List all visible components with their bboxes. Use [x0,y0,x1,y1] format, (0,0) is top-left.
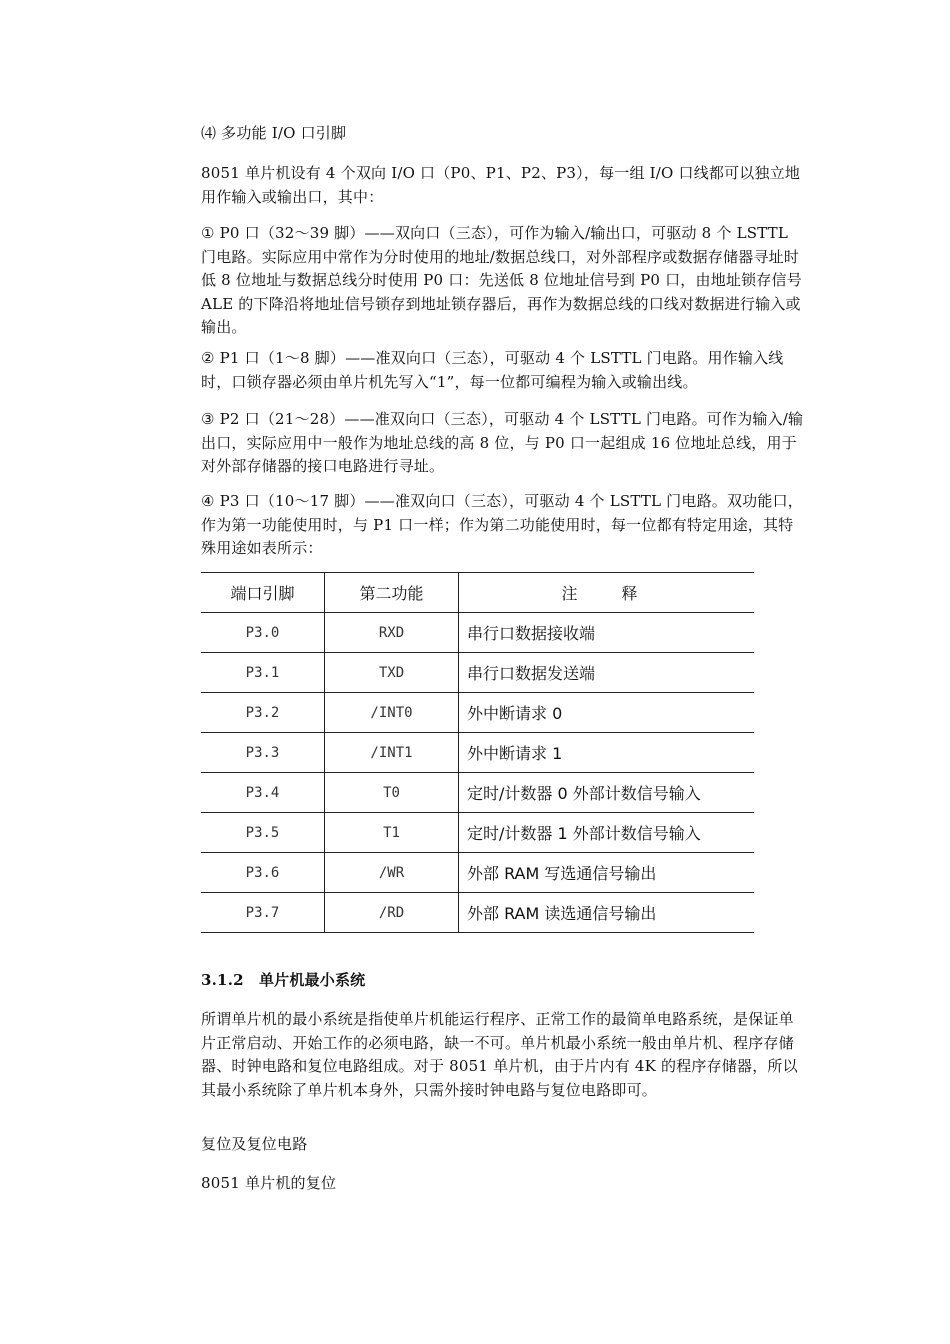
cell-function: T0 [325,773,459,813]
table-row [201,653,754,693]
cell-function: TXD [325,653,459,693]
cell-pin: P3.7 [201,893,325,933]
cell-note: 串行口数据接收端 [459,613,755,653]
cell-pin: P3.5 [201,813,325,853]
cell-note: 外部 RAM 读选通信号输出 [459,893,755,933]
p3-function-table [201,572,754,933]
paragraph-p3: ④ P3 口（10～17 脚）——准双向口（三态），可驱动 4 个 LSTTL 门电路。双功能口，作为第一功能使用时，与 P1 口一样；作为第二功能使用时，每一位都有特定用途，其特殊用途如表所示： [201,492,803,557]
cell-note: 外中断请求 1 [459,733,755,773]
paragraph-p0: ① P0 口（32～39 脚）——双向口（三态），可作为输入/输出口，可驱动 8 个 LSTTL 门电路。实际应用中常作为分时使用的地址/数据总线口，对外部程序或数据存储器寻址时低 8 位地址与数据总线分时使用 P0 口：先送低 8 位地址信号到 P0 口，由地址锁存信号 ALE 的下降沿将地址信号锁存到地址锁存器后，再作为数据总线的口线对数据进行输入或输出。 [201,224,802,336]
table-row [201,613,754,653]
table-row [201,733,754,773]
table-row [201,773,754,813]
cell-pin: P3.1 [201,653,325,693]
paragraph-p1: ② P1 口（1～8 脚）——准双向口（三态），可驱动 4 个 LSTTL 门电路。用作输入线时，口锁存器必须由单片机先写入“1”，每一位都可编程为输入或输出线。 [201,349,784,391]
cell-pin: P3.3 [201,733,325,773]
table-row [201,893,754,933]
cell-note: 外部 RAM 写选通信号输出 [459,853,755,893]
cell-function: RXD [325,613,459,653]
cell-pin: P3.6 [201,853,325,893]
cell-note: 外中断请求 0 [459,693,755,733]
table-row [201,853,754,893]
paragraph-p2: ③ P2 口（21～28）——准双向口（三态），可驱动 4 个 LSTTL 门电路。可作为输入/输出口，实际应用中一般作为地址总线的高 8 位，与 P0 口一起组成 16 位地址总线，用于对外部存储器的接口电路进行寻址。 [201,410,804,475]
paragraph-intro: 8051 单片机设有 4 个双向 I/O 口（P0、P1、P2、P3），每一组 I/O 口线都可以独立地用作输入或输出口，其中： [201,164,801,206]
heading-reset-circuit: 复位及复位电路 [201,1135,308,1153]
cell-function: /RD [325,893,459,933]
table-row [201,693,754,733]
heading-8051-reset: 8051 单片机的复位 [201,1174,337,1192]
table-header-note: 注 释 [459,573,755,613]
cell-pin: P3.2 [201,693,325,733]
cell-note: 定时/计数器 1 外部计数信号输入 [459,813,755,853]
section-heading-min-system: 3.1.2 单片机最小系统 [201,971,366,989]
table-header-function: 第二功能 [325,573,459,613]
paragraph-min-system: 所谓单片机的最小系统是指使单片机能运行程序、正常工作的最简单电路系统，是保证单片正常启动、开始工作的必须电路，缺一不可。单片机最小系统一般由单片机、程序存储器、时钟电路和复位电路组成。对于 8051 单片机，由于片内有 4K 的程序存储器，所以其最小系统除了单片机本身外，只需外接时钟电路与复位电路即可。 [201,1010,798,1099]
cell-function: /WR [325,853,459,893]
table-row [201,813,754,853]
table-header-pin: 端口引脚 [201,573,325,613]
cell-note: 串行口数据发送端 [459,653,755,693]
section-heading-io: ⑷ 多功能 I/O 口引脚 [201,124,347,142]
cell-pin: P3.4 [201,773,325,813]
cell-function: /INT0 [325,693,459,733]
cell-function: T1 [325,813,459,853]
cell-function: /INT1 [325,733,459,773]
cell-pin: P3.0 [201,613,325,653]
cell-note: 定时/计数器 0 外部计数信号输入 [459,773,755,813]
table-header-row [201,573,754,613]
